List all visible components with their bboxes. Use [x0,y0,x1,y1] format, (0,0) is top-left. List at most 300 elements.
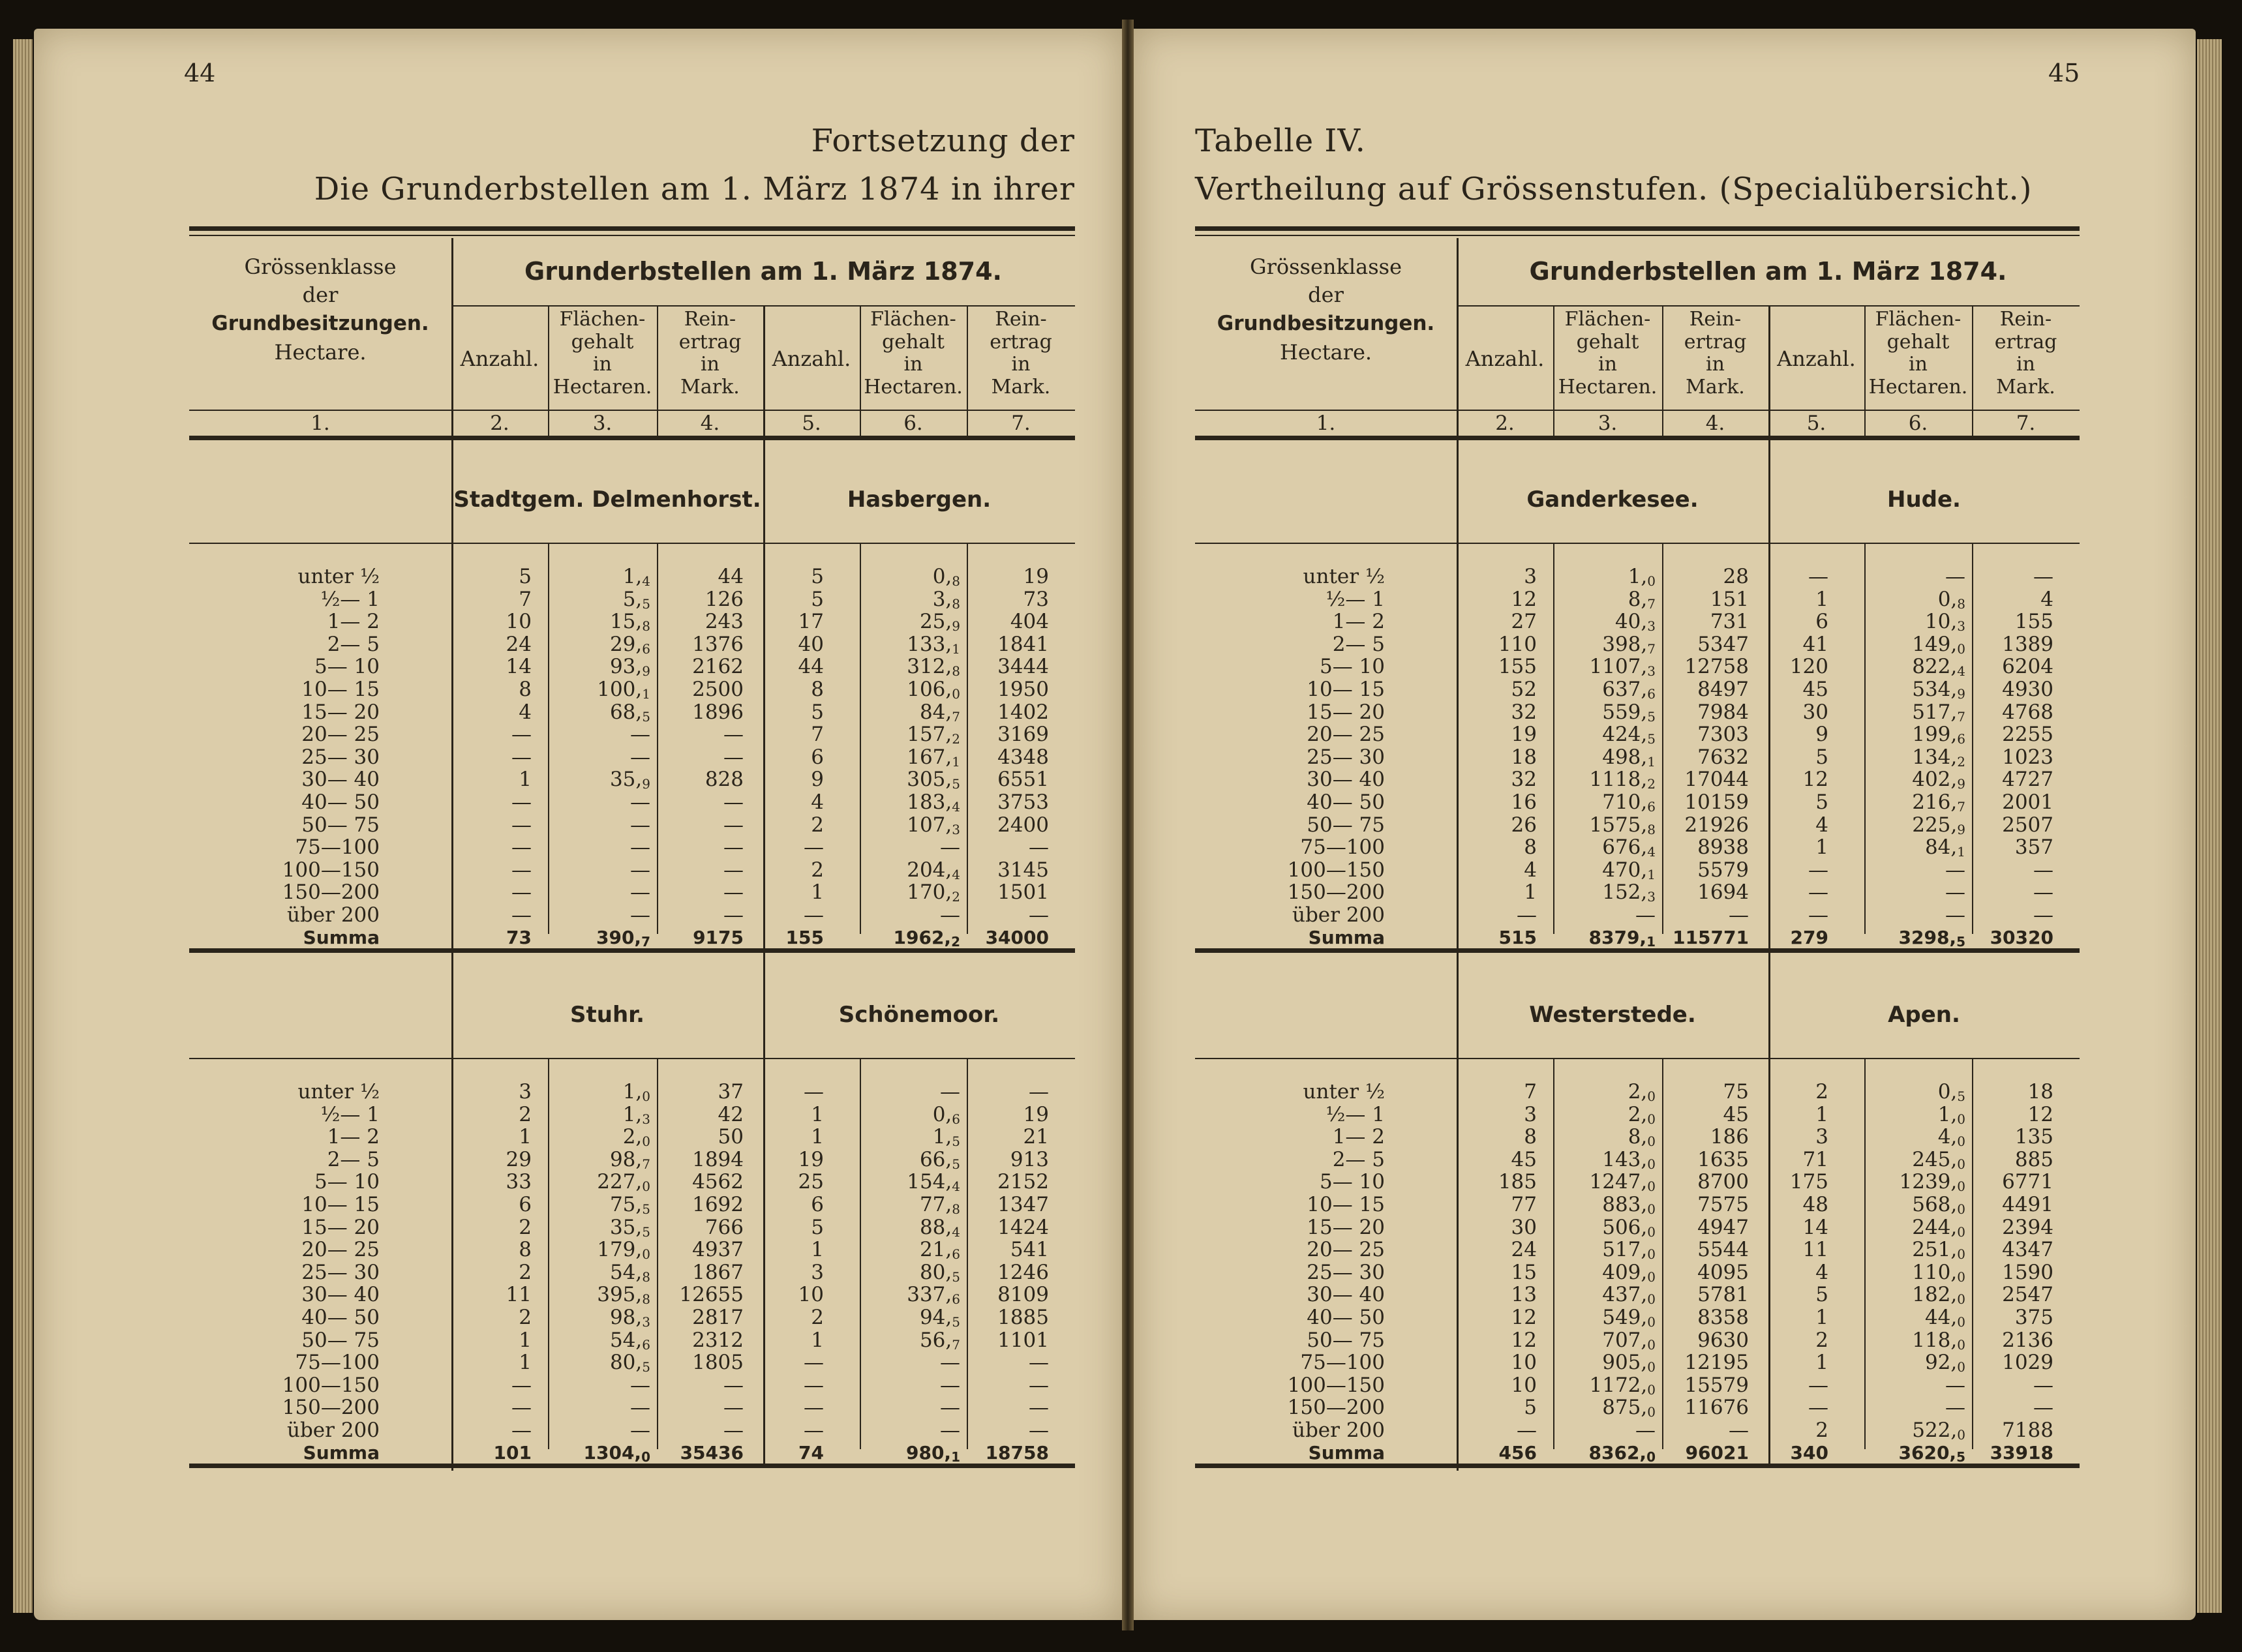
count-cell: 4 [811,790,824,814]
size-class-label: 150—200 [1287,1396,1385,1420]
table-row [1195,1284,2080,1306]
yield-cell: 1635 [1697,1147,1749,1171]
count-cell: — [804,1396,824,1420]
yield-cell: 1376 [692,632,744,656]
rein-header-line: Rein- [1999,308,2052,331]
area-cell: — [940,1351,960,1375]
yield-cell: — [723,1419,744,1442]
table-row [189,859,1075,881]
yield-cell: — [1729,1419,1749,1442]
count-cell: 45 [1802,678,1828,701]
flaeche-header-line: Flächen- [559,308,646,331]
yield-cell: 1885 [997,1306,1049,1329]
page-number: 44 [184,59,216,87]
area-cell: — [1635,903,1656,927]
yield-cell: 3753 [997,790,1049,814]
count-cell: 19 [798,1147,824,1171]
area-cell: $107,_3$ [907,813,960,837]
area-cell: $1107,_3$ [1589,655,1656,680]
area-cell: $40,_3$ [1614,610,1656,635]
count-cell: 110 [1498,632,1537,656]
rein-header [967,308,1075,398]
area-cell: — [630,813,650,837]
table-row [1195,1126,2080,1148]
yield-cell: — [723,1373,744,1397]
yield-cell: 6771 [2002,1170,2053,1194]
table-row [189,1329,1075,1351]
size-class-label: 150—200 [1287,880,1385,905]
class-header-line: Grössenklasse [1250,254,1402,279]
yield-cell: 33918 [1990,1441,2053,1464]
table-row [189,1081,1075,1103]
yield-cell: 126 [704,587,744,611]
yield-cell: — [1729,903,1749,927]
count-cell: 4 [1524,858,1537,882]
size-class-label: ½— 1 [1326,587,1385,611]
area-cell: $3298,_5$ [1898,926,1965,950]
yield-cell: 375 [2014,1306,2053,1329]
area-cell: $3,_8$ [932,587,960,612]
size-class-label: 30— 40 [301,768,380,792]
yield-cell: 7575 [1697,1193,1749,1216]
area-cell: — [940,1080,960,1104]
yield-cell: 21 [1023,1125,1049,1149]
yield-cell: 19 [1023,565,1049,588]
count-cell: 25 [798,1170,824,1194]
area-cell: — [940,1419,960,1442]
table-row [1195,723,2080,745]
yield-cell: 5347 [1697,632,1749,656]
count-cell: 1 [1524,880,1537,905]
yield-cell: 404 [1010,610,1049,634]
yield-cell: — [723,835,744,860]
count-cell: — [511,880,532,905]
size-class-label: 20— 25 [1307,1238,1385,1262]
yield-cell: 1402 [997,700,1049,724]
count-cell: 71 [1802,1147,1828,1171]
count-cell: 77 [1511,1193,1537,1216]
count-cell: 12 [1511,587,1537,611]
yield-cell: 2507 [2002,813,2053,837]
size-class-label: 2— 5 [327,1147,380,1171]
yield-cell: 37 [718,1080,744,1104]
yield-cell: 885 [2014,1147,2053,1171]
municipality-name: Hasbergen. [847,487,992,513]
count-cell: — [804,1080,824,1104]
area-cell: — [1635,1419,1656,1442]
count-cell: 3 [1815,1125,1828,1149]
size-class-label: 10— 15 [301,1193,380,1216]
area-cell: — [1945,880,1965,905]
count-cell: 32 [1511,700,1537,724]
table-top-rule [1195,226,2080,231]
count-cell: 30 [1511,1215,1537,1239]
table-row [1195,1171,2080,1193]
yield-cell: 913 [1010,1147,1049,1171]
area-cell: $98,_7$ [609,1147,650,1172]
yield-cell: 1692 [692,1193,744,1216]
yield-cell: 4562 [692,1170,744,1194]
table-row [189,1419,1075,1441]
yield-cell: 28 [1723,565,1749,588]
count-cell: 8 [519,678,532,701]
table-row [189,904,1075,926]
count-cell: 1 [1815,1351,1828,1375]
count-cell: — [511,1373,532,1397]
size-class-label: 75—100 [1300,835,1385,860]
count-cell: — [511,1419,532,1442]
count-cell: 11 [506,1283,532,1307]
table-row [189,836,1075,858]
rein-header-line: ertrag [990,330,1052,353]
yield-cell: 10159 [1684,790,1749,814]
area-cell: $77,_8$ [919,1193,960,1217]
count-cell: 2 [811,1306,824,1329]
class-header [189,251,451,368]
table-row [1195,655,2080,678]
yield-cell: — [1029,1351,1049,1375]
size-class-label: 25— 30 [1307,745,1385,769]
area-cell: $149,_0$ [1912,632,1965,657]
area-cell: $1,_4$ [622,565,650,589]
flaeche-header-line: gehalt [1576,330,1639,353]
rein-header-line: in [1706,353,1725,376]
area-cell: $134,_2$ [1912,745,1965,770]
table-row [1195,1396,2080,1419]
table-row [189,746,1075,768]
count-cell: 2 [811,813,824,837]
yield-cell: 42 [718,1102,744,1126]
area-cell: — [940,1373,960,1397]
table-row [1195,1239,2080,1261]
flaeche-header-line: in [593,353,612,376]
area-cell: $883,_0$ [1602,1193,1656,1217]
block-header-rule [1195,1058,2080,1059]
table-row [1195,610,2080,633]
size-class-label: über 200 [1292,903,1385,927]
count-cell: 185 [1498,1170,1537,1194]
area-cell: $4,_0$ [1937,1125,1965,1150]
yield-cell: 2817 [692,1306,744,1329]
count-cell: — [511,1396,532,1420]
area-cell: $54,_6$ [609,1328,650,1353]
area-cell: $3620,_5$ [1898,1441,1965,1465]
size-class-label: 5— 10 [314,1170,380,1194]
area-cell: $182,_0$ [1912,1283,1965,1308]
yield-cell: 7632 [1697,745,1749,769]
area-cell: $93,_9$ [609,655,650,680]
flaeche-header-line: in [1909,353,1928,376]
area-cell: — [630,1373,650,1397]
count-cell: — [511,858,532,882]
table-row [1195,1216,2080,1239]
area-cell: $92,_0$ [1924,1351,1965,1375]
count-cell: 5 [811,565,824,588]
count-cell: 74 [798,1441,824,1464]
table-end-rule [189,1464,1075,1465]
area-cell: $506,_0$ [1602,1215,1656,1240]
count-cell: 10 [1511,1373,1537,1397]
summa-rule [1195,948,2080,953]
yield-cell: 1246 [997,1260,1049,1284]
yield-cell: 35436 [680,1441,744,1464]
area-cell: — [630,723,650,747]
flaeche-header-line: Flächen- [870,308,956,331]
area-cell: $5,_5$ [622,587,650,612]
table-top-rule-2 [189,235,1075,236]
block-header-rule [189,543,1075,544]
area-cell: $35,_9$ [609,768,650,792]
rein-header-line: Mark. [680,375,740,398]
area-cell: $1,_0$ [622,1080,650,1104]
count-cell: 1 [1815,1102,1828,1126]
area-cell: $157,_2$ [907,723,960,747]
size-class-label: 50— 75 [301,813,380,837]
table-row [1195,565,2080,588]
yield-cell: 4 [2040,587,2053,611]
area-cell: $498,_1$ [1602,745,1656,770]
area-cell: — [630,903,650,927]
column-number: 4. [1705,412,1725,435]
yield-cell: 2547 [2002,1283,2053,1307]
yield-cell: 243 [704,610,744,634]
rein-header-line: ertrag [1994,330,2057,353]
yield-cell: 6204 [2002,655,2053,679]
rein-header-line: Mark. [991,375,1051,398]
count-cell: 5 [1815,1283,1828,1307]
count-cell: 2 [1815,1419,1828,1442]
area-cell: $25,_9$ [919,610,960,635]
count-cell: 2 [519,1306,532,1329]
size-class-label: unter ½ [1303,1080,1385,1104]
yield-cell: 1841 [997,632,1049,656]
area-cell: $8,_0$ [1628,1125,1656,1150]
table-row [1195,1351,2080,1374]
area-cell: $1239,_0$ [1899,1170,1965,1195]
size-class-label: 30— 40 [301,1283,380,1307]
yield-cell: 4947 [1697,1215,1749,1239]
area-cell: $676,_4$ [1602,835,1656,860]
count-cell: 456 [1498,1441,1537,1464]
yield-cell: 50 [718,1125,744,1149]
count-cell: 12 [1511,1328,1537,1352]
table-row [189,814,1075,836]
yield-cell: 1424 [997,1215,1049,1239]
column-number: 6. [903,412,923,435]
summa-rule [189,948,1075,953]
size-class-label: ½— 1 [1326,1102,1385,1126]
table-row [1195,881,2080,903]
yield-cell: 357 [2014,835,2053,860]
area-cell: $980,_1$ [905,1441,960,1465]
count-cell: 16 [1511,790,1537,814]
table-row [1195,633,2080,655]
yield-cell: — [723,858,744,882]
area-cell: $80,_5$ [609,1351,650,1375]
table-row [189,1284,1075,1306]
table-row [1195,1306,2080,1329]
count-cell: 10 [798,1283,824,1307]
table-row [189,588,1075,610]
table-row [1195,1261,2080,1284]
size-class-label: 30— 40 [1307,768,1385,792]
area-cell: $1118,_2$ [1589,768,1656,792]
count-cell: 175 [1789,1170,1828,1194]
size-class-label: 5— 10 [314,655,380,679]
yield-cell: — [723,745,744,769]
area-cell: $1304,_0$ [583,1441,650,1465]
table-row [189,881,1075,903]
header-line-1: Fortsetzung der [811,123,1075,159]
yield-cell: 21926 [1684,813,1749,837]
municipality-name: Stuhr. [570,1002,644,1028]
rein-header-line: in [1011,353,1031,376]
yield-cell: — [723,790,744,814]
yield-cell: — [723,903,744,927]
yield-cell: 2255 [2002,723,2053,747]
size-class-label: 150—200 [282,1396,380,1420]
yield-cell: 11676 [1684,1396,1749,1420]
yield-cell: 73 [1023,587,1049,611]
yield-cell: 2312 [692,1328,744,1352]
municipality-name: Apen. [1888,1002,1960,1028]
count-cell: 40 [798,632,824,656]
flaeche-header-line: gehalt [1886,330,1950,353]
count-cell: 13 [1511,1283,1537,1307]
yield-cell: 3444 [997,655,1049,679]
area-cell: $1,_3$ [622,1102,650,1127]
table-row [189,1194,1075,1216]
header-bottom-rule [1195,410,2080,411]
column-number: 2. [490,412,509,435]
area-cell: $8362,_0$ [1588,1441,1656,1465]
yield-cell: 1896 [692,700,744,724]
area-cell: — [1945,903,1965,927]
area-cell: — [630,1396,650,1420]
class-header-line: der [302,282,339,307]
yield-cell: 18 [2027,1080,2053,1104]
area-cell: $54,_8$ [609,1260,650,1285]
count-cell: 155 [1498,655,1537,679]
count-cell: 52 [1511,678,1537,701]
yield-cell: — [2033,903,2053,927]
count-cell: 5 [1815,790,1828,814]
table-row [189,1126,1075,1148]
area-cell: — [940,903,960,927]
rein-header [1972,308,2080,398]
yield-cell: 2394 [2002,1215,2053,1239]
area-cell: $0,_6$ [932,1102,960,1127]
yield-cell: 766 [704,1215,744,1239]
count-cell: 73 [506,926,532,948]
yield-cell: 2001 [2002,790,2053,814]
yield-cell: 1805 [692,1351,744,1375]
area-cell: $390,_7$ [596,926,650,950]
yield-cell: 186 [1710,1125,1749,1149]
size-class-label: 10— 15 [1307,678,1385,701]
left-page-edge [13,39,33,1613]
count-cell: — [804,1373,824,1397]
count-cell: 8 [1524,835,1537,860]
count-cell: 279 [1790,926,1828,948]
count-cell: 11 [1802,1238,1828,1262]
yield-cell: 1590 [2002,1260,2053,1284]
table-row [189,1306,1075,1329]
count-cell: 5 [811,1215,824,1239]
table-row [1195,1149,2080,1171]
count-cell: — [511,835,532,860]
table-row [189,1374,1075,1396]
size-class-label: unter ½ [297,565,380,588]
table-row [1195,1104,2080,1126]
area-cell: $106,_0$ [907,678,960,702]
yield-cell: 8358 [1697,1306,1749,1329]
area-cell: $522,_0$ [1912,1419,1965,1443]
header-mid-rule [451,305,1075,307]
yield-cell: 18758 [985,1441,1049,1464]
count-cell: 1 [519,1125,532,1149]
size-class-label: 40— 50 [1307,790,1385,814]
table-row [189,768,1075,790]
flaeche-header-line: Flächen- [1875,308,1962,331]
header-number-rule [1195,436,2080,440]
size-class-label: unter ½ [297,1080,380,1104]
yield-cell: 4768 [2002,700,2053,724]
yield-cell: 4095 [1697,1260,1749,1284]
yield-cell: — [2033,1396,2053,1420]
column-number: 1. [311,412,330,435]
size-class-label: über 200 [287,1419,380,1442]
count-cell: 7 [519,587,532,611]
yield-cell: 1867 [692,1260,744,1284]
area-cell: — [1945,1373,1965,1397]
count-cell: 33 [506,1170,532,1194]
flaeche-header [548,308,657,398]
yield-cell: 2152 [997,1170,1049,1194]
count-cell: — [511,723,532,747]
count-cell: 2 [519,1102,532,1126]
size-class-label: 100—150 [282,1373,380,1397]
area-cell: $204,_4$ [907,858,960,882]
table-row [189,678,1075,700]
count-cell: — [804,903,824,927]
area-cell: $0,_8$ [932,565,960,589]
count-cell: 6 [519,1193,532,1216]
count-cell: 8 [1524,1125,1537,1149]
count-cell: 14 [506,655,532,679]
size-class-label: ½— 1 [320,1102,380,1126]
table-row [1195,1081,2080,1103]
flaeche-header-line: Flächen- [1564,308,1651,331]
count-cell: 101 [493,1441,532,1464]
yield-cell: 12195 [1684,1351,1749,1375]
count-cell: 4 [1815,1260,1828,1284]
yield-cell: 3145 [997,858,1049,882]
count-cell: — [804,835,824,860]
area-cell: $0,_5$ [1937,1080,1965,1104]
area-cell: $21,_6$ [919,1238,960,1263]
yield-cell: — [1029,1080,1049,1104]
table-row [189,791,1075,813]
count-cell: 1 [1815,835,1828,860]
count-cell: 41 [1802,632,1828,656]
yield-cell: 1894 [692,1147,744,1171]
yield-cell: — [723,1396,744,1420]
area-cell: $216,_7$ [1912,790,1965,815]
table-row [189,1261,1075,1284]
table-row [1195,1194,2080,1216]
area-cell: $183,_4$ [907,790,960,815]
